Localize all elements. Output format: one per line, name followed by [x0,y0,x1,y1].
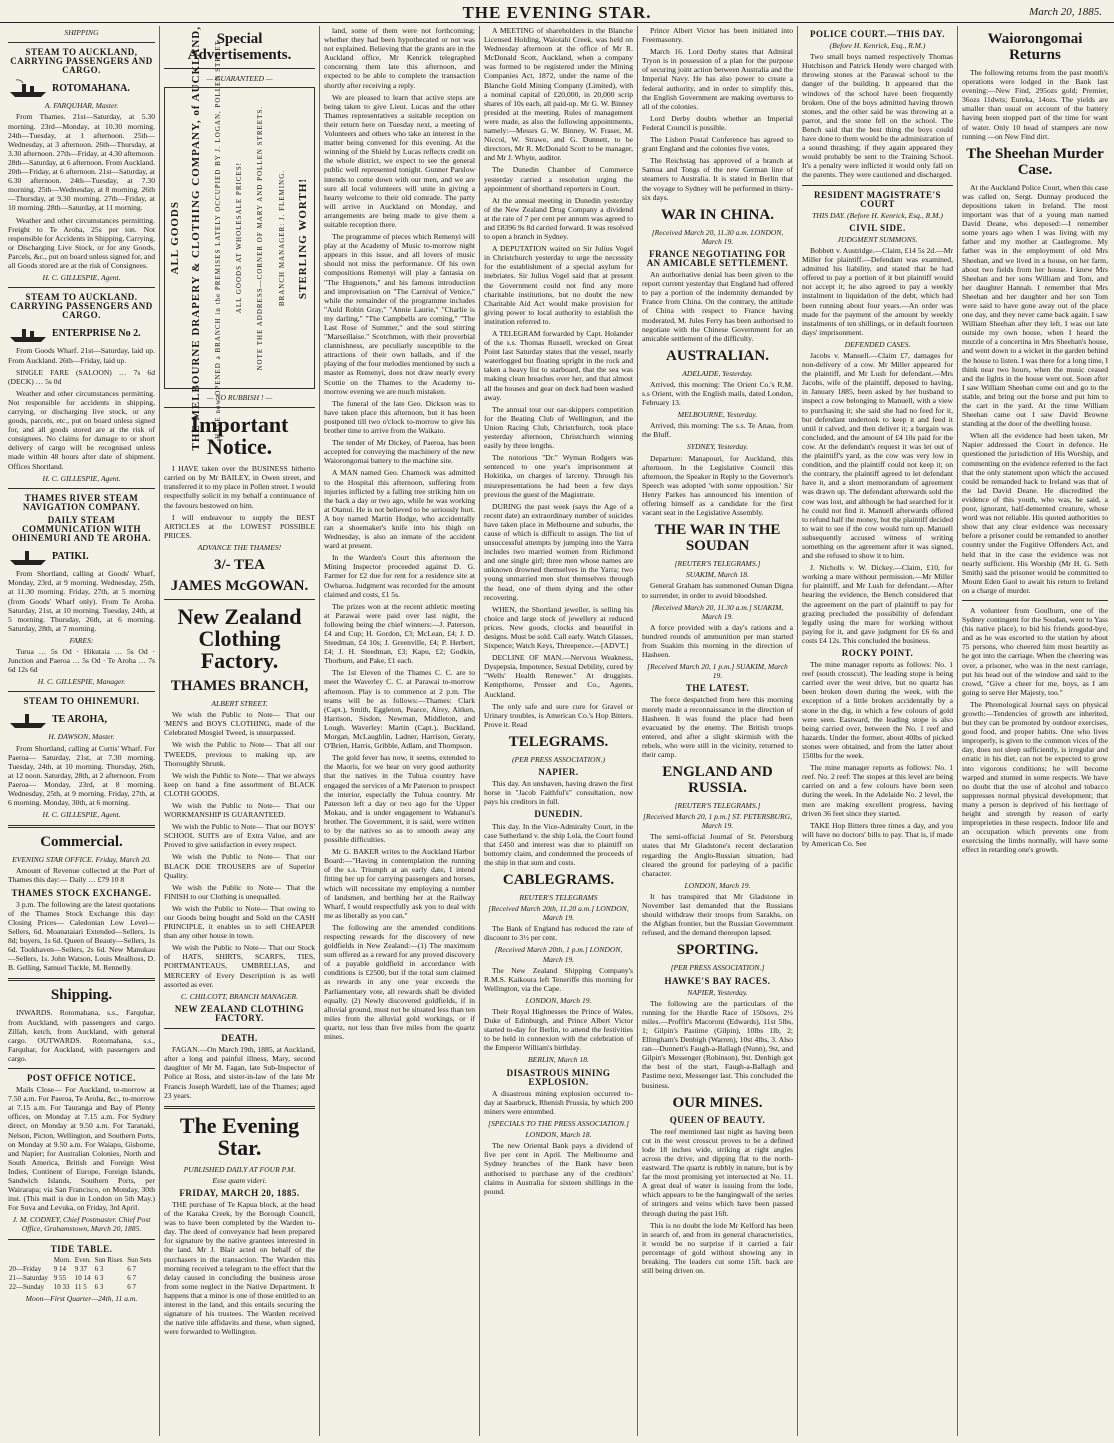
ship-master: A. FARQUHAR, Master. [44,101,119,111]
ad-prices-text: ALL GOODS AT WHOLESALE PRICES! [234,162,243,314]
news-paragraph: The force despatched from here this morning merely made a reconnaissance in the direction of Hasheen. It was found the place had been evacuated by the enemy. The British troops entered, and after a slight skirmish with the rebels, who were still in the vicinity, returned to their camp. [642,695,793,759]
news-paragraph: The only safe and sure cure for Gravel or Urinary troubles, is American Co.'s Hop Bitters. Prove it. Read [484,701,633,729]
court-report: Bobbett v. Austridge.—Claim, £14 5s 2d.—Mr Miller for plaintiff.—Defendant was examined, admitted his liability, and stated that he had offered to pay a portion of it but plaintiff would not accept it; he also agreed to pay a weekly instalment in liquidation of the debt, which had been running about four years.—An order was made for the payment of the amount by weekly instalments of ten shillings, or in default fourteen days' imprisonment. [802,245,953,337]
ad-side-text: ALL GOODS [169,201,182,275]
table-header: Even. [74,1255,91,1264]
ship-master: H. DAWSON, Master. [48,732,115,742]
news-paragraph: The notorious "Dr." Wyman Rodgers was sentenced to one year's imprisonment at Hokitika, on charges of larceny. Through his misrepresentations he had been a few days previous the guest of the Magistrate. [484,453,633,499]
table-cell: 6 7 [127,1273,136,1282]
place-heading: DUNEDIN. [534,809,583,820]
news-paragraph: DECLINE OF MAN.—Nervous Weakness, Dyspepsia, Impotence, Sexual Debility, cured by "Wells' Health Renewer." At druggists. Kempthorne, Prosser and Co., Agents, Auckland. [484,653,633,699]
mine-report: The mine manager reports as follows: No. 1 reef. No. 2 reef: The stopes at this level are being carried on and a few colours have been seen during the week. In the Adelaide No. 2 level, the men are making excellent progress, having driven 36 feet since they started. [802,763,953,818]
sporting-source: [PER PRESS ASSOCIATION.] [670,963,765,973]
tide-table-heading: TIDE TABLE. [50,1243,113,1254]
table-cell: 21—Saturday [9,1273,48,1282]
ad-item: We wish the Public to Note— That owing to our Goods being bought and Sold on the CASH PRINCIPLE, it enables us to sell CHEAPER than any other house in town. [164,903,315,941]
court-report: J. Nicholls v. W. Dickey.—Claim, £10, for working a mare without permission.—Mr Miller for plaintiff, and Mr Lush for defendant.—After hearing the evidence, the Bench considered that the agreement on the part of plaintiff to pay for grazing precluded the possibility of defendant legally using the mare for working without paying for it, and gave judgment for £6 6s and costs £4 12s. This concluded the business. [802,563,953,645]
disaster-heading: DISASTROUS MINING EXPLOSION. [506,1067,611,1087]
news-paragraph: The Dunedin Chamber of Commerce yesterday carried a resolution urging the appointment of shorthand reporters in Court. [484,165,633,193]
motto: Esse quam videri. [212,1175,267,1185]
received-line: [Received March 20th, 11.20 a.m.] LONDON, March 19. [488,904,629,923]
divider [164,1028,315,1029]
issue-date: March 20, 1885. [1029,6,1102,18]
received-line: LONDON, March 18. [525,1130,592,1140]
shipping-ad-heading: STEAM TO AUCKLAND. CARRYING PASSENGERS AND CARGO. [10,292,153,321]
column-1-shipping [4,26,159,1436]
ad-item: We wish the Public to Note— That the FINISH to our Clothing is unequalled. [164,882,315,901]
place-line: MELBOURNE, Yesterday. [677,410,758,420]
news-paragraph: The semi-official Journal of St. Petersburg states that Mr Gladstone's recent declaration regarding the Anglo-Russian situation, had cleared the ground for parleying of a pacific character. [642,832,793,878]
cablegram-text: The Bank of England has reduced the rate of discount to 3½ per cent. [484,924,633,943]
divider [8,978,155,981]
table-header [8,1256,53,1265]
sailing-times: From Shortland, calling at Goods' Wharf, Monday, 23rd, at 9 morning. Wednesday, 25th, at 11.30 morning. Friday, 27th, at 5 morning (from Goods' Wharf only). From Te Aroha. Saturday, 21st, at 10 morning. Tuesday, 24th, at 5 morning. Thursday, 26th, at 6 morning. Saturday, 28th, at 7 morning. [8,569,155,633]
ad-signature: C. CHILCOTT, BRANCH MANAGER. [180,991,299,1001]
fares: SINGLE FARE (SALOON) … 7s 6d (DECK) … 5s 0d [8,367,155,386]
news-paragraph: The annual tour our oar-skippers competition for the Beating Club of Wellington, and the Union Racing Club, Christchurch, took place yesterday afternoon, Christchurch winning easily by three lengths. [484,404,633,451]
news-paragraph: Lord Derby doubts whether an Imperial Federal Council is possible. [642,113,793,132]
sailing-times: From Shortland, calling at Curtis' Wharf. For Paeroa— Saturday, 21st, at 7.30 morning. Tuesday, 24th, at 10 morning. Thursday, 26th, at 12 noon. Saturday, 28th, at 2 afternoon. From Paeroa— Monday, 23rd, at 8 morning. Wednesday, 25th, at 9 morning. Friday, 27th, at 6 morning. Monday, 30th, at 6 morning. [8,743,155,808]
divider [164,407,315,408]
notice-heading: Important Notice. [190,412,289,460]
fares: Turua … 5s Od · Hikutaia … 5s Od · Junction and Paeroa … 5s Od · Te Aroha … 7s 6d 12s 6d [8,646,155,675]
place-line: SUAKIM, March 18. [686,570,749,580]
no-rubbish-banner: — NO RUBBISH ! — [206,393,273,403]
news-paragraph: A TELEGRAM forwarded by Capt. Holander of the s.s. Thomas Russell, wrecked on Great Point last Saturday states that the vessel, nearly waterlogged but floating upright in the rock and taken a heavy list to starboard, that the sea was making clean breaches over her, and that almost all the houses and gear on deck had been washed away. [484,329,633,402]
steamer-block [8,78,155,98]
table-cell: 6 7 [127,1282,136,1291]
cablegram-text: The new Oriental Bank pays a dividend of five per cent in April. The Melbourne and Sydney branches of the Bank have been authorised to purchase any of the creditors' claims in Australia for sixteen shillings in the pound. [484,1141,633,1196]
steamship-icon [8,709,48,729]
ad-branch-text: HAVE now OPENED a BRANCH in the PREMISES LATELY OCCUPIED BY J. LOGAN, POLLEN STREET. [213,37,222,439]
cablegrams-source: REUTER'S TELEGRAMS [519,892,598,902]
steamship-icon [8,546,48,566]
shipping-ad-heading: STEAM TO AUCKLAND, CARRYING PASSENGERS AND CARGO. [10,47,153,76]
table-cell: 9 37 [74,1264,88,1273]
place-line: ADELAIDE, Yesterday. [682,368,753,378]
news-paragraph: The reef mentioned last night as having been cut in the west crosscut proves to be a defined lode 18 inches wide, striking at right angles across the drive, and dipping flat to the north-eastward. The quartz is rubbly in nature, but is by far the most promising yet intersected at No. 11. A great deal of water is issuing from the lode, which appears to be the hangingwall of the series of stringers and veins which have been passed through during the past 16ft. [642,1126,793,1218]
moon-note: Moon—First Quarter—24th, 11 a.m. [25,1294,138,1304]
masthead [0,0,1114,23]
branch-heading: THAMES BRANCH, [170,678,309,695]
telegram-text: This day. An unshaven, having drawn the first horse in "Jacob Faithful's" consultation, now pays his creditors in full. [484,779,633,807]
news-paragraph: The funeral of the late Geo. Dickson was to have taken place this afternoon, but it has been postponed till two o'clock to-morrow to give his brother time to arrive from the Waikato. [324,398,475,436]
agent-signature: H. C. GILLESPIE, Agent. [42,810,121,820]
news-paragraph: The programme of pieces which Remenyi will play at the Academy of Music to-morrow night appears in this issue, and all lovers of music should not miss the performance. Of his own compositions Remenyi will play a fantasia on "The Huguenots," and his famous introduction and improvisation on "The Carnival of Venice," while the remainder of the programme includes "Auld Robin Gray," "Annie Laurie," "Charlie is my darling," "The Campbells are coming," "The Last Rose of Summer," and the soul stirring "Marseillaise." Scotchmen, with their proverbial clannishness, are peculiarly susceptible to the attractions of their own ballads, and if the playing of the four melodies mentioned by such a master as Remenyi, does not draw nearly every Scottie on the Thames to the Academy to-morrow evening we are much mistaken. [324,232,475,396]
table-row [8,1265,155,1274]
section-heading: Commercial. [40,834,123,851]
steamship-icon [8,78,48,98]
divider [8,825,155,828]
ad-item: We wish the Public to Note— That our WORKMANSHIP IS GUARANTEED. [164,800,315,820]
mines-heading: OUR MINES. [672,1094,763,1111]
mine-name: ROCKY POINT. [841,648,914,658]
place-line: SYDNEY, Yesterday. [687,442,748,452]
ad-item: We wish the Public to Note— That we always keep on hand a fine assortment of BLACK CLOTH GOODS. [164,770,315,798]
tea-price: 3/- TEA [214,557,265,574]
divider [164,599,315,600]
news-paragraph: At the Auckland Police Court, when this case was called on, Sergt. Dunnay produced the depositions taken in Ireland. The most important was that of a young man named David Deane, who deposed:—I remember some years ago when I was living with my father and my mother at Castlegrome. My father was in the employment of old Mrs Sheehan, and we lived in a house, on her farm, about two fields from her house. I knew Mrs Sheehan and her sons William and Tom, and her daughter Hannah. I remember that Mrs Sheehan and her daughter and her son Tom were said to have gone away out of the place one day, and they never came back again. I saw William Sheehan after they left. I was out late outside my own house, when I heard the muzzle of a concertina in Mrs Sheehan's house, and went down to a wicket in the garden behind the house to listen. I was there for a long time, I think near two hours, when the music ceased and the lights in the house went out. Soon after I saw William Sheehan come out and go to the stable, and bring out the horse and put him to the cart in the yard. At the time William Sheehan came out I saw David Browne standing at the door of the dwelling house. [962,182,1108,429]
news-paragraph: We are pleased to learn that active steps are being taken to give Lieut. Lucas and the other Thames representatives a suitable reception on their return here on Tuesday next, a meeting of Volunteers and others who take an interest in the matter being convened for this evening. At the winning of the Shield by Lucas reflects credit on the whole district, we expect to see the general public well represented tonight. Gunner Parslow intends to come down with our men, and we are sure all local volunteers will unite in giving a hearty welcome to their old comrade. The party will arrive in Auckland on Monday, and arrangements are being made to give them a suitable reception there. [324,92,475,229]
war-china-heading: WAR IN CHINA. [661,206,774,223]
column-4-news-telegrams [479,26,637,1436]
received-line: [Received March 20, 11.30 a.m.] SUAKIM, March 19. [651,602,784,621]
shipping-ad-heading: STEAM TO OHINEMURI. [23,696,140,707]
ad-item: We wish the Public to Note— That our BLACK DOE TROUSERS are of Superior Quality. [164,852,315,880]
ad-side-text: STERLING WORTH! [296,177,309,299]
shipping-note: Weather and other circumstances permitting. Freight to Te Aroha, 25s per ton. Not responsible for Accidents in Shipping, Carrying, or Discharging Live Stock, or for any Goods, Parcels, &c., put on board unless signed for, and all Goods stored are at the risk of Consignees. [8,215,156,270]
received-line: [Received March 20, 1 p.m.] ST. PETERSBURG, March 19. [642,812,793,831]
news-paragraph: The following are the particulars of the running for the Hurdle Race of 150sovs, 2½ miles.—Proffit's Macoroni (Edwards), 11st 5lbs, 1; Gilpin's Pastime (Gilpin), 10lbs 1lb, 2; Ellingham's Denbigh (Warren), 10st 4lbs, 3. Also ran—Dunnett's Faugh-a-Ballagh (Nunn), 9st, and Gilpin's Messenger (Robinson), 9st. Denbigh got the best of the start, Faugh-a-Ballagh and Pastime next, Messenger last. This concluded the business. [642,998,793,1090]
cablegrams-heading: CABLEGRAMS. [502,871,615,888]
news-paragraph: An authoritative denial has been given to the report current yesterday that England had offered to pay a portion of the indemnity demanded by France from China. On the contrary, the attitude of China with respect to France having moderated, M. Jules Ferry has been authorised to negotiate with the Chinese Government for an amicable settlement of the difficulty. [642,270,793,343]
place-heading: NAPIER. [538,767,579,778]
divider [164,1106,315,1109]
table-cell: 6 3 [94,1273,104,1282]
news-paragraph: When all the evidence had been taken, Mr Napier addressed the Court in defence. He questioned the jurisdiction of His Worship, and commenting on the evidence referred to the fact that the only statement upon which the accused could be remanded back to Ireland was that of the lad David Deane. He discredited the evidence of this youth, who was, he said, a poor, ignorant, half-demented creature, whose word was not reliable. His quoted authorities to show that any clear evidence was necessary before a prisoner could be remanded to another country under the Fugitive Offenders Act, and held that in the case the evidence was not nearly sufficient. His Worship (Mr H. G. Seth Smith) said the prisoner would be committed to Mount Eden Gaol to await his return to Ireland on a charge of murder. [962,431,1108,595]
table-header: Sun Rises [94,1255,123,1264]
table-cell: 6 3 [94,1264,104,1273]
sailing-times: From Goods Wharf. 21st—Saturday, laid up. From Auckland. 26th—Friday, laid up. [8,346,155,365]
news-paragraph: Arrived, this morning: The s.s. Te Anau, from the Bluff. [642,421,793,440]
postmaster-signature: J. M. CODNEY, Chief Postmaster. Chief Post Office, Grahamstown, March 20, 1885. [12,1215,151,1234]
ad-main-text: THE MELBOURNE DRAPERY & CLOTHING COMPANY, of AUCKLAND, [190,26,203,451]
mine-report: The mine manager reports as follows: No. 1 reef (south crosscut). The leading stope is being carried over the west drive, but no quartz has been broken down during the week, with the exception of a little broken accidentally by a stone in the dig, in which a few colours of gold were seen. Eastward, the leading stope is also being carried over, between the No. 1 reef and hazards. Under the former, about 40lbs of picked stones were obtained, and from the latter about 150lbs for the week. [802,660,953,761]
returns-heading: Waiorongomai Returns [987,31,1083,63]
divider [8,1239,155,1240]
office-dateline: EVENING STAR OFFICE. Friday, March 20. [12,855,151,865]
news-paragraph: land, some of them were not forthcoming; whether they had been hypothecated or not was not explained. Believing that the grants are in the Auckland office, Mr Kenrick telegraphed concerning them late this afternoon, and expected to be able to complete the transaction shortly after receiving a reply. [324,26,475,90]
table-cell: 10 14 [74,1273,91,1282]
news-paragraph: A MAN named Geo. Chamock was admitted to the Hospital this afternoon, suffering from injuries inflicted by a falling tree striking him on the back a day or two ago, while he was working at Otanui. He is not believed to be seriously hurt. A boy named Martin Hodge, who accidentally ran a shoemaker's knife into his thigh on Wednesday, is also an inmate of the accident ward at present. [324,468,475,551]
ship-name: PATIKI. [52,550,89,562]
news-paragraph: General Graham has summoned Osman Digna to surrender, in order to avoid bloodshed. [642,581,793,600]
exchange-heading: THAMES STOCK EXCHANGE. [11,887,152,898]
news-paragraph: The Lisbon Postal Conference has agreed to grant England and the colonies five votes. [642,135,793,154]
news-paragraph: This is no doubt the lode Mr Kelford has been in search of, and from its general characteristics, it would be no surprise if it carried a fair percentage of gold without showing any in breaking. The leaders cut some 15ft. back are still being driven on. [642,1220,793,1276]
table-cell: 20—Friday [9,1264,42,1273]
company-subheading: DAILY STEAM COMMUNICATION WITH OHINEMURI AND TE AROHA. [11,514,152,544]
steamer-block [8,709,155,729]
news-paragraph: DURING the past week (says the Age of a recent date) an extraordinary number of suicides have taken place in Melbourne and suburbs, the cause of which is difficult to assign. The list of unsuccessful attempts by jumping into the Yarra includes two married women from Richmond and one single girl; three men whose names are unknown drowned themselves in the Yarra; two young unmarried men shot themselves through the head, one of them dying and the other recovering. [484,501,633,602]
ad-item: We wish the Public to Note— That all our TWEEDS, previous to making up, are Thoroughly Shrunk. [164,740,315,768]
latest-heading: THE LATEST. [685,683,750,694]
table-header: Sun Sets [127,1255,152,1264]
court-report: Jacobs v. Manuell.—Claim £7, damages for non-delivery of a cow. Mr Miller appeared for the plaintiff, and Mr Lush for defendant.—Mrs Jacobs, wife of the plaintiff, deposed to having, in January 1885, been asked by her husband to inspect a cow belonging to Manuell, with a view to purchasing it; she said she had no feed for it, but defendant undertook to keep it and feed it until it calved, and then deliver it; a bargain was concluded, and the amount of £4 10s paid for the cow. At the defendant's request it was let out of the plaintiff's yard, as the cow was very low in condition, and the plaintiff could not keep it; on the contrary, the plaintiff agreed to let defendant have it, and a short memorandum of agreement was drawn up. The defendant afterwards sold the cow was lost, and although he had searched for it he could not find it. Manuell afterwards offered to refund half the money, but the plaintiff decided to wait to see if the cow would turn up. Manuell subsequently accused witness of writing something on the agreement after it was signed, and she refused to show it to him. [802,351,953,561]
news-paragraph: Arrived, this morning: The Orient Co.'s R.M. s.s Orient, with the English mails, dated London, February 13. [642,379,793,408]
place-line: LONDON, March 19. [684,880,751,890]
death-heading: DEATH. [221,1033,258,1044]
received-line: [Received March 20, 11.30 a.m. LONDON, March 19. [651,227,784,246]
news-paragraph: The Phrenological Journal says on physical growth:—Tendencies of growth are inherited, but they can be promoted by outdoor exercises, good food, and proper habits. One who lives improperly, is given to the common vices of the day, does not sleep sufficiently, is irregular and erratic in his diet, can not be expected to grow into vigorous conditions; he will become warped and stunted in some respects. We have no doubt that the use of alcohol and tobacco suppresses normal physical development; that many a person is deprived of his heritage of height and strength by reason of early improprieties in these respects. Indoor life and an occupation which prevents one from exercising the limbs normally, will have some effect in retarding one's growth. [962,699,1108,855]
branch-street: ALBERT STREET. [211,699,268,709]
news-paragraph: A volunteer from Goulburn, one of the Sydney contingent for the Soudan, went to Yass (his native place), to bid his friends good-bye, and as he was escorted to the station by about 75 persons, who cheered him most heartily as he got into the carriage. When the cheering was over, a prisoner, who was in the next carriage, put his head out of the window and said to the crowd, "Give a cheer for me, boys, as I am going to serve Her Majesty, too." [962,605,1108,697]
received-line: LONDON, March 19. [525,995,592,1005]
table-cell: 9 55 [53,1273,66,1282]
table-cell: 6 7 [127,1264,136,1273]
cablegram-text: A disastrous mining explosion occurred to-day at Saarbruck, Rhenish Prussia, by which 200 miners were entombed. [484,1088,633,1116]
court-report: Two small boys named respectively Thomas Hutchison and Patrick Hendy were charged with throwing stones at the Parawai school to the danger of the building. It appeared that the windows of the school have been frequently broken. One of the boys admitted having thrown stones, and the other said he was throwing at a parrot, and the stone fell on the school. The Bench said that the best thing the boys could have done to them would be the administration of a sound thrashing; if they again appeared they would probably be sent to the Training School. It's a penalty were inflicted it would only fall on the parents. They were cautioned and discharged. [802,52,953,180]
agent-signature: H. C. GILLESPIE, Manager. [37,677,126,687]
ad-item: We wish the Public to Note— That our Stock of HATS, SHIRTS, SCARFS, TIES, PORTMANTEAUS, UMBRELLAS, and MERCERY of Every Description is as well assorted as ever. [164,943,315,989]
guaranteed-banner: — GUARANTEED — [206,74,273,83]
post-office-heading: POST OFFICE NOTICE. [26,1072,137,1083]
agent-signature: H. C. GILLESPIE, Agent. [42,473,121,483]
soudan-heading: THE WAR IN THE SOUDAN [654,522,781,555]
races-heading: HAWKE'S BAY RACES. [664,975,771,986]
table-row [8,1274,155,1283]
steamship-icon [8,323,48,343]
news-paragraph: The following are the amended conditions respecting rewards for the discovery of new goldfields in New Zealand:—(1) The maximum sum offered as a reward for any proved discovery of a payable goldfield in accordance with conditions is £2500, but if the total sum claimed as rewards in any one year exceeds the Parliamentary vote, all rewards shall be divided equally. (2) Newly discovered goldfields, if in alluvial ground, must not be situated less than ten miles from the alluvial gold workings, or if quartz, not less than five miles from the quartz mines. [324,922,475,1042]
dateline: FRIDAY, MARCH 20, 1885. [179,1187,300,1198]
er-source: [REUTER'S TELEGRAMS.] [674,801,761,811]
news-paragraph: In the Warden's Court this afternoon the Mining Inspector proceeded against D. G. Farmer for £2 due for rent for a residence site at Owharoa. Judgment was recorded for the amount claimed and costs, £1 5s. [324,553,475,599]
specials-line: [SPECIALS TO THE PRESS ASSOCIATION.] [488,1119,629,1129]
received-line: [Received March 20, 1 p.m.] SUAKIM, March 19. [647,662,788,681]
notice-paragraph: I HAVE taken over the BUSINESS hitherto carried on by Mr BAILEY, in Owen street, and transferred it to my place in Pollen street. I would respectfully solicit in my behalf a continuance of the favours bestowed on him. [164,464,315,510]
shipping-movements: INWARDS. Rotomahana, s.s., Farquhar, from Auckland, with passengers and cargo. Zillah, ketch, from Auckland, with general cargo. OUTWARDS. Rotomahana, s.s., Farquhar, for Auckland, with passengers and cargo. [8,1008,155,1063]
court-magistrate: THIS DAY. (Before H. Kenrick, Esq., R.M.) [812,210,943,220]
column-3-local-news [319,26,479,1436]
news-paragraph: The tender of Mr Dickey, of Paeroa, has been accepted for conveying the machinery of the new Waiorongomai battery to the machine site. [324,438,475,466]
shipping-note: Weather and other circumstances permitting. Not responsible for accidents in shipping, carrying, or discharging live stock, or any goods, parcels, etc., put on board unless signed for, and all goods stored are at the risk of consignees. No claims for damage to or short delivery of cargo will be recognised unless made within 48 hours after date of shipment. Offices Shortland. [8,388,155,471]
death-notice: FAGAN.—On March 19th, 1885, at Auckland, after a long and painful illness, Mary, second daughter of Mr M. Fagan, late Sub-Inspector of Police at Ross, and sister-in-law of the late Mr Francis Joseph Wardell, late of the Thames; aged 23 years. [164,1045,315,1100]
paper-title: The Evening Star. [179,1112,300,1160]
news-paragraph: A force provided with a day's rations and a hundred rounds of ammunition per man started from Suakim this morning in the direction of Hasheen. [642,622,793,660]
telegrams-source: (PER PRESS ASSOCIATION.) [511,754,605,764]
table-row [8,1283,155,1292]
notice-paragraph: I will endeavour to supply the BEST ARTICLES at the LOWEST POSSIBLE PRICES. [164,512,315,540]
ad-item: We wish the Public to Note— That our BOYS' SCHOOL SUITS are of Extra Value, and are Proved to give satisfaction in every respect. [164,822,315,850]
news-paragraph: The 1st Eleven of the Thames C. C. are to meet the Waverley C. C. at Parawai to-morrow afternoon. Play is to commence at 2 p.m. The teams will be as follows:—Thames: Clark (Capt.), Smith, Eggleton, Pearce, Airey, Aitken, Harrison, Sisdon, Newman, Middleton, and Lough. Waverley: Martin (Capt.), Buckland, Morgan, McLaughlin, Ladner, Harrison, Geraty, O'Brien, Harris, Gribble, Adlam, and Thompson. [324,668,475,751]
murder-case-heading: The Sheehan Murder Case. [966,145,1104,178]
news-paragraph: At the annual meeting in Dunedin yesterday of the New Zealand Drug Company a dividend at the rate of 7 per cent per annum was agreed to and £8396 9s 8d carried forward. It was resolved to open a branch in Sydney. [484,195,633,242]
table-cell: 6 3 [94,1282,104,1291]
divider [8,1068,155,1069]
news-paragraph: Mr G. BAKER writes to the Auckland Harbor Board:—"Having in contemplation the running of the s.s. Triumph at an early date, I intend fitting her up for carrying passengers and horses, which will necessitate my employing a number of landsmen, and berthing her at the Railway Wharf, I would respectfully ask you to deal with me as liberally as you can." [324,847,475,920]
agent-signature: H. C. GILLESPIE, Agent. [42,273,121,283]
table-cell: 11 5 [74,1282,87,1291]
column-7-murder-case [957,26,1112,1436]
ship-name: ROTOMAHANA. [52,82,130,94]
news-paragraph: A MEETING of shareholders in the Blanche Licensed Holding, Waiotahi Creek, was held on Wednesday afternoon at the office of Mr R. McDonald Scott, Auckland, when a company was formed to be registered under the Mining Companies Act, 1872, under the name of the Blanche Gold Mining Company (Limited), with a nominal capital of £20,000, in 20,000 scrip shares of 10s each, all paid-up. Mr G. W. Binney presided at the meeting. Rules of management were made, as also the following appointments, namely:—Messrs G. W. Binney, W. Fraser, M. Niccol, W. Strawe, and G. Dunnett, to be directors, Mr R. McDonald Scott to be manager, and Mr J. Whyte, auditor. [484,26,633,163]
column-2-advertisements [159,26,319,1436]
section-heading: Shipping. [50,987,113,1004]
steamer-block [8,323,155,343]
ad-footer: NEW ZEALAND CLOTHING FACTORY. [174,1003,305,1023]
column-6-courts [797,26,957,1436]
received-line: BERLIN, March 18. [528,1055,589,1065]
table-cell: 10 33 [53,1282,70,1291]
merchant-name: JAMES McGOWAN. [170,578,309,595]
news-paragraph: The Reichstag has approved of a branch at Samoa and Tongs of the new German line of steamers to Australia. It is stated in Berlin that the voyage to Sydney will be performed in thirty-six days. [642,156,793,202]
police-court-heading: POLICE COURT.—THIS DAY. [810,29,945,39]
cablegram-text: Their Royal Highnesses the Prince of Wales, Duke of Edinburgh, and Prince Albert Victor started to-day for Berlin, to attend the festivities to be held in connexion with the celebration of the Emperor William's birthday. [484,1007,633,1053]
england-russia-heading: ENGLAND AND RUSSIA. [662,764,773,797]
divider [164,68,315,69]
australian-heading: AUSTRALIAN. [666,347,769,364]
ship-name: ENTERPRISE No 2. [52,327,141,339]
place-line: NAPIER, Yesterday. [687,987,748,997]
divider [802,185,953,186]
publication-note: PUBLISHED DAILY AT FOUR P.M. [183,1164,296,1174]
section-label: SHIPPING [64,28,99,37]
divider [8,287,155,288]
sporting-heading: SPORTING. [676,942,759,959]
civil-side-heading: CIVIL SIDE. [849,222,906,233]
divider [8,488,155,489]
tide-table [8,1256,155,1292]
table-header-row [8,1256,155,1265]
revenue-paragraph: Amount of Revenue collected at the Port of Thames this day:— Daily … £79 10 8 [8,866,155,885]
received-line: [Received March 20th, 1 p.m.] LONDON, March 19. [494,945,623,964]
news-paragraph: Prince Albert Victor has been initiated into Freemasonry. [642,26,793,45]
ship-name: TE AROHA, [52,713,108,725]
news-paragraph: The following returns from the past month's operations were lodged in the Bank last evening:—New Find, 295ozs gold; Premier, 36ozs 11dwts; Eureka, 14ozs. The yields are smaller than usual on account of the battery having been stopped part of the time for want of water. Only 10 head of stampers are now running —on New Find dirt. [962,68,1108,141]
telegrams-heading: TELEGRAMS. [508,733,609,750]
news-paragraph: A DEPUTATION waited on Sir Julius Vogel in Christchurch yesterday to urge the necessity for the establishment of a special asylum for inebriates. Sir Julius Vogel said that at present the Government could not find any more charitable institutions, but no doubt the new Charitable Aid Act would make provision for giving power to local authority to establish the institution referred to. [484,244,633,326]
news-paragraph: March 16. Lord Derby states that Admiral Tryon is in possession of a plan for the purpose of securing joint action between Australia and the Imperial Navy. He has also power to create a federal authority, and in order to simplify this, the English Government are making overtures to all of the colonies. [642,47,793,111]
newspaper-title: THE EVENING STAR. [462,3,652,22]
telegram-text: This day. In the Vice-Admiralty Court, in the case Sutherland v. the ship Lola, the Court found that £450 and interest was due to plaintiff on bottomry claim, and condemned the proceeds of the ship in that sum and costs. [484,821,633,867]
section-heading: Special Advertisements. [187,31,292,63]
table-header: Morn. [53,1255,71,1264]
news-paragraph: The gold fever has now, it seems, extended to the Maoris, for we hear on very good authority that the natives in the Tuhua country have engaged the services of a Mr Paterson to prospect the interior, especially the Tuhua country. Mr Paterson left a day or two ago for the Upper Mokau, and is under engagement to Wahanui's brother. The Government, it is said, were written to by the natives so as to smooth away any possible difficulties. [324,753,475,845]
mail-times: Mails Close— For Auckland, to-morrow at 7.50 a.m. For Paeroa, Te Aroha, &c., to-morrow at 7.15 a.m. For Tauranga and Bay of Plenty offices, on Monday at 7.15 a.m. For Sydney direct, on Monday at 9.50 a.m. For Taranaki, Nelson, Picton, Wellington, and Southern Ports, on Monday at 9.50 a.m. For Waiapu, Gisborne, and Napier; for Australian Colonies, North and South America, British and Foreign West Indies, Continent of Europe, Foreign Islands, Sandwich Islands, Southern Ports, per Wairarapa; via San Francisco, on Monday, 30th inst. (This mail is due in London on 5th May.) For Suva and Levuka, on Friday, 3rd April. [8,1085,155,1213]
ad-address-text: NOTE THE ADDRESS—CORNER OF MARY AND POLLEN STREETS. [256,105,265,371]
defended-heading: DEFENDED CASES. [844,339,911,349]
news-paragraph: It has transpired that Mr Gladstone in November last demanded that the Russians should withdraw their troops from Sarakhs, on the Afghan frontier, but the Russian Government refused, and the demand thereupon lapsed. [642,891,793,938]
ad-item: We wish the Public to Note— That our 'MEN'S and BOYS CLOTHING, made of the Celebrated Mosgiel Tweed, is unsurpassed. [164,710,315,738]
ad-manager-text: BRANCH MANAGER: J. FLEMING. [277,170,286,307]
divider [8,691,155,692]
exchange-quotes: 3 p.m. The following are the latest quotations of the Thames Stock Exchange this day: Closing Prices— Caledonian Low Level—Sellers, 6d. Moanataiari Extended—Sellers, 1s 8d; buyers, 1s 6d. Queen of Beauty—Sellers, 1s 6d. Tookhaven—Sellers, 2s 6d. New Manukau—Sellers, 1s. John Watson, Louis Mealhoss, D. B. Gelling, Samuel Tuckle, M. Rennelly. [8,899,155,973]
column-5-war-news [637,26,797,1436]
table-cell: 22—Sunday [9,1282,44,1291]
mine-name: QUEEN OF BEAUTY. [669,1114,766,1125]
news-paragraph: Departure: Manapouri, for Auckland, this afternoon. In the Legislative Council this afternoon, the Speaker in Reply to the Governor's Speech was adopted 'with some opposition.' Sir Henry Parkes has announced his intention of offering himself as a candidate for the first vacant seat in the Legislative Assembly. [642,453,793,518]
clothing-factory-heading: New Zealand Clothing Factory. [177,604,302,674]
divider [962,600,1108,601]
steamer-block [8,546,155,566]
company-heading: THAMES RIVER STEAM NAVIGATION COMPANY. [22,492,141,512]
sailing-times: From Thames. 21st—Saturday, at 5.30 morning. 23rd—Monday, at 10.30 morning. 24th—Tuesday, at 1 afternoon. 25th—Wednesday, at 3 afternoon. 26th—Thursday, at 3.30 afternoon. 27th—Friday, at 4.30 afternoon. 28th—Saturday, at 6 afternoon. From Auckland. 20th—Friday, at 6 afternoon. 21st—Saturday, at 6.30 afternoon. 24th—Tuesday, at 7.30 morning. 25th—Wednesday, at 8 morning. 26th—Thursday, at 9.30 morning. 27th—Friday, at 10 morning. 28th—Saturday, at 11 morning. [8,112,155,213]
slogan: ADVANCE THE THAMES! [197,542,282,552]
soudan-source: [REUTER'S TELEGRAMS.] [674,559,761,569]
rm-court-heading: RESIDENT MAGISTRATE'S COURT [814,189,941,209]
cablegram-text: The New Zealand Shipping Company's R.M.S. Kaikoura left Teneriffe this morning for Wellington, via the Cape. [484,965,633,993]
table-cell: 9 14 [53,1264,66,1273]
war-subheading: FRANCE NEGOTIATING FOR AN AMICABLE SETTLEMENT. [646,248,789,268]
editorial: THE purchase of Te Kapua block, at the head of the Karaka Creek, by the Borough Council, was to have been completed by the Warden to-day. The deed of conveyance had been prepared for signature by the native grantees interested in the land. Mr J. Blair acted on behalf of the purchasers in the transaction. The Warden this morning received a telegram to the effect that the delay caused in concluding the business arose from some neglect in the Native Department. It happens that a minor is one of those entitled to an interest in the land, and this entails securing the signature of his trustees. The Warden received the native title affidavits and these, when signed, were forwarded to Wellington. [164,1199,315,1337]
news-paragraph: The prizes won at the recent athletic meeting at Parawai were paid over last night, the following being the chief winners:—J. Paterson, £4 and Cup; H. Gordon, £3; McLean, £4; J. D. Steedman, £4 10s; J. Greenville, £4; P. Herbert, £4; J. H. Steedman, £3; Kapu, £2; Godkin, Thorburn, and Pake, £1 each. [324,601,475,666]
fares-heading: FARES: [69,635,94,645]
court-magistrate: (Before H. Kenrick, Esq., R.M.) [829,41,926,51]
divider [8,42,155,43]
news-paragraph: WHEN, the Shortland jeweller, is selling his choice and large stock of jewellery at reduced prices. New goods, clocks and beautiful in designs. Must be sold. Call early. Watch Glasses, Sixpence; Watch Keys, Threepence.—[ADVT.] [484,604,633,651]
advertisement-line: TAKE Hop Bitters three times a day, and you will have no doctors' bills to pay. That is, if made by American Co. See [802,820,953,848]
judgment-heading: JUDGMENT SUMMONS. [837,234,918,244]
